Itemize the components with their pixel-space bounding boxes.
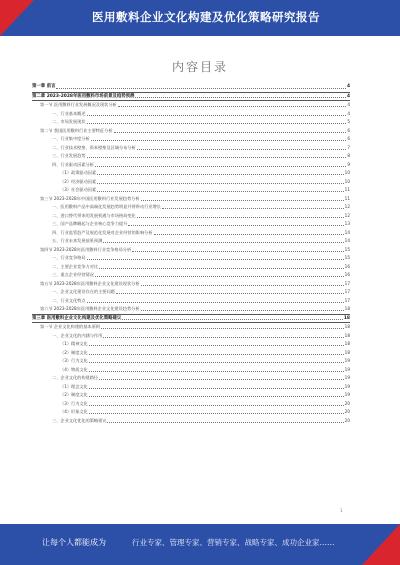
toc-entry[interactable] — [32, 237, 350, 246]
toc-leader-dots — [89, 405, 344, 406]
toc-entry-page: 18 — [343, 315, 350, 321]
toc-entry-page: 20 — [344, 400, 350, 406]
toc-entry-page: 18 — [344, 306, 350, 311]
toc-entry-title: 第二章 2023-2028年医用敷料市场前景及趋势预测 — [32, 93, 135, 99]
toc-entry[interactable] — [32, 178, 350, 187]
toc-entry-page: 10 — [344, 178, 350, 184]
toc-entry-page: 19 — [344, 392, 350, 397]
toc-entry-title: 二、进口替代带来的发展机遇与市场格局变化 — [52, 212, 136, 218]
toc-entry-page: 17 — [344, 280, 350, 286]
toc-entry-page: 14 — [344, 229, 350, 235]
toc-entry-title: 四、行业驱动因素分析 — [52, 161, 94, 167]
toc-entry-title: 第二节 我国医用敷料行业主要特征分析 — [40, 127, 113, 133]
toc-leader-dots — [89, 354, 344, 355]
toc-leader-dots — [56, 88, 345, 89]
toc-leader-dots — [162, 208, 344, 209]
footer-red-corner — [362, 524, 400, 565]
toc-entry[interactable] — [32, 229, 350, 238]
toc-leader-dots — [89, 396, 344, 397]
toc-entry[interactable] — [32, 135, 350, 144]
toc-entry-page: 4 — [346, 84, 350, 89]
toc-entry-title: 二、行业技术壁垒、资本壁垒及区域分布分析 — [52, 144, 136, 150]
toc-leader-dots — [89, 362, 344, 363]
toc-entry-title: （4）形象文化 — [60, 409, 88, 414]
toc-entry[interactable] — [32, 271, 350, 280]
toc-entry-title: 一、行业集中度分析 — [52, 136, 90, 141]
toc-leader-dots — [89, 388, 344, 389]
toc-leader-dots — [99, 379, 344, 380]
toc-leader-dots — [118, 106, 347, 107]
toc-entry[interactable] — [32, 383, 350, 392]
toc-entry-page: 16 — [344, 272, 350, 277]
toc-entry-page: 11 — [344, 195, 350, 201]
toc-entry[interactable] — [32, 118, 350, 127]
toc-entry-title: 第四节 2023-2028年医用敷料行业竞争格局分析 — [40, 246, 132, 252]
toc-leader-dots — [87, 157, 347, 158]
toc-entry-page: 19 — [344, 358, 350, 363]
toc-entry[interactable] — [32, 288, 350, 297]
report-title: 医用敷料企业文化构建及优化策略研究报告 — [92, 10, 320, 24]
report-header-banner — [0, 0, 400, 36]
toc-entry-title: 二、企业文化的构建路径 — [52, 375, 99, 380]
toc-entry-page: 18 — [344, 349, 350, 355]
toc-entry-title: （2）制度文化 — [60, 392, 88, 397]
toc-leader-dots — [128, 225, 343, 226]
toc-leader-dots — [89, 345, 344, 346]
toc-entry[interactable] — [32, 417, 350, 426]
toc-entry-title: 第一节 企业文化构建的基本原则 — [40, 324, 100, 329]
toc-entry-title: 第六节 2023-2028年医用敷料企业文化建设趋势分析 — [40, 306, 140, 311]
toc-entry-title: （1）理念文化 — [60, 383, 88, 389]
toc-entry[interactable] — [32, 297, 350, 306]
toc-entry-title: 四、行业监管趋严及规范化发展对企业经营的影响分析 — [52, 229, 153, 235]
toc-entry-page: 19 — [344, 366, 350, 372]
toc-leader-dots — [91, 140, 347, 141]
toc-entry-page: 6 — [347, 136, 350, 141]
toc-entry[interactable] — [32, 169, 350, 178]
toc-leader-dots — [141, 200, 344, 201]
toc-entry[interactable] — [32, 374, 350, 383]
toc-entry[interactable] — [32, 152, 350, 161]
toc-entry[interactable] — [32, 263, 350, 272]
toc-entry-title: 第五节 2023-2028年医用敷料企业文化建设现状分析 — [40, 280, 140, 286]
toc-entry-page: 9 — [347, 161, 350, 167]
toc-entry[interactable] — [32, 127, 350, 136]
toc-entry[interactable] — [32, 92, 350, 102]
toc-entry-title: 三、国产品牌崛起与企业核心竞争力提升 — [52, 221, 128, 226]
footer-audience: 行业专家、管理专家、营销专家、战略专家、成功企业家…… — [132, 538, 335, 547]
toc-entry-page: 17 — [344, 289, 350, 294]
toc-leader-dots — [103, 337, 343, 338]
toc-entry[interactable] — [32, 400, 350, 409]
toc-entry[interactable] — [32, 391, 350, 400]
toc-entry[interactable] — [32, 110, 350, 119]
toc-leader-dots — [103, 242, 343, 243]
toc-entry[interactable] — [32, 314, 350, 324]
toc-entry-title: 三、行业发展趋势 — [52, 153, 86, 158]
toc-entry-title: 三、重点企业经营情况 — [52, 272, 94, 277]
toc-entry-title: （3）行为文化 — [60, 358, 88, 363]
toc-leader-dots — [137, 149, 347, 150]
toc-entry[interactable] — [32, 340, 350, 349]
toc-leader-dots — [99, 268, 344, 269]
toc-leader-dots — [89, 371, 344, 372]
toc-leader-dots — [97, 183, 343, 184]
toc-entry[interactable] — [32, 144, 350, 153]
toc-entry-page: 15 — [344, 246, 350, 252]
toc-leader-dots — [87, 123, 347, 124]
toc-entry-title: 二、主要企业竞争力对比 — [52, 263, 99, 269]
toc-entry-title: 第一章 前言 — [32, 84, 56, 89]
toc-entry-page: 4 — [346, 93, 350, 99]
toc-leader-dots — [101, 328, 344, 329]
toc-entry-title: 第三章 医用敷料企业文化构建及优化策略建议 — [32, 315, 122, 321]
toc-leader-dots — [107, 422, 343, 423]
toc-entry[interactable] — [32, 323, 350, 332]
toc-entry-page: 13 — [344, 221, 350, 226]
toc-leader-dots — [87, 259, 344, 260]
toc-entry-title: （3）社会驱动因素 — [60, 187, 97, 192]
header-red-corner — [0, 0, 34, 36]
toc-entry[interactable] — [32, 161, 350, 170]
toc-entry-page: 6 — [347, 127, 350, 133]
toc-entry[interactable] — [32, 332, 350, 341]
toc-entry[interactable] — [32, 280, 350, 289]
toc-entry-page: 16 — [344, 263, 350, 269]
toc-entry-page: 7 — [347, 144, 350, 150]
toc-entry[interactable] — [32, 366, 350, 375]
toc-entry[interactable] — [32, 349, 350, 358]
toc-entry-page: 19 — [344, 383, 350, 389]
footer-banner — [0, 524, 400, 565]
toc-entry-page: 4 — [347, 102, 350, 107]
toc-entry[interactable] — [32, 212, 350, 221]
toc-entry-page: 14 — [344, 238, 350, 243]
toc-entry-title: （1）精神文化 — [60, 341, 88, 346]
toc-entry-title: 二、市场发展现状 — [52, 119, 86, 124]
toc-entry-page: 10 — [344, 170, 350, 175]
toc-entry-page: 19 — [344, 375, 350, 380]
toc-leader-dots — [154, 234, 344, 235]
toc-entry-page: 18 — [344, 324, 350, 329]
toc-entry-title: 第三节 2023-2028年中国医用敷料行业发展趋势分析 — [40, 195, 140, 201]
toc-leader-dots — [97, 174, 343, 175]
toc-leader-dots — [95, 276, 344, 277]
toc-entry-title: 第一节 医用敷料行业发展概况及现状分析 — [40, 102, 117, 107]
toc-leader-dots — [116, 293, 344, 294]
toc-entry-title: 一、行业基本概述 — [52, 110, 86, 116]
toc-entry-title: （2）经济驱动因素 — [60, 178, 97, 184]
toc-entry-title: （1）政策驱动因素 — [60, 170, 97, 175]
toc-leader-dots — [95, 166, 346, 167]
toc-leader-dots — [135, 97, 346, 98]
toc-entry-title: 一、行业竞争格局 — [52, 255, 86, 260]
page-number: 1 — [340, 508, 343, 513]
toc-entry-page: 18 — [344, 341, 350, 346]
toc-entry-page: 20 — [344, 417, 350, 423]
toc-leader-dots — [89, 413, 344, 414]
toc-entry-page: 20 — [344, 409, 350, 414]
toc-entry-title: 三、企业文化优化的策略建议 — [52, 417, 107, 423]
toc-entry[interactable] — [32, 220, 350, 229]
toc-leader-dots — [137, 217, 344, 218]
toc-leader-dots — [141, 310, 344, 311]
toc-leader-dots — [141, 285, 344, 286]
toc-entry[interactable] — [32, 305, 350, 314]
toc-entry-title: 一、企业文化的内涵与作用 — [52, 332, 103, 338]
toc-leader-dots — [87, 302, 344, 303]
toc-entry[interactable] — [32, 83, 350, 92]
toc-leader-dots — [87, 115, 347, 116]
toc-heading: 内容目录 — [171, 60, 228, 74]
toc-entry[interactable] — [32, 203, 350, 212]
toc-entry[interactable] — [32, 254, 350, 263]
toc-entry-page: 5 — [347, 119, 350, 124]
toc-leader-dots — [97, 191, 343, 192]
toc-entry-title: 五、行业未来发展前景预测 — [52, 238, 103, 243]
toc-entry[interactable] — [32, 101, 350, 110]
toc-entry-page: 15 — [344, 255, 350, 260]
toc-entry-title: （4）物质文化 — [60, 366, 88, 372]
toc-entry-title: 一、医用敷料产品中高端化发展趋势明显并将带动行业增长 — [52, 204, 161, 209]
toc-entry-page: 18 — [344, 332, 350, 338]
toc-leader-dots — [122, 319, 343, 320]
toc-entry[interactable] — [32, 195, 350, 204]
toc-entry[interactable] — [32, 246, 350, 255]
footer-slogan: 让每个人都能成为 — [42, 538, 106, 547]
toc-entry-page: 12 — [344, 204, 350, 209]
toc-entry[interactable] — [32, 357, 350, 366]
toc-leader-dots — [132, 251, 343, 252]
toc-entry-title: （2）制度文化 — [60, 349, 88, 355]
toc-entry[interactable] — [32, 408, 350, 417]
toc-entry-page: 17 — [344, 297, 350, 303]
toc-entry-title: 二、行业文化特点 — [52, 297, 86, 303]
table-of-contents — [32, 83, 350, 425]
toc-entry-title: 一、企业文化建设存在的主要问题 — [52, 289, 115, 294]
toc-entry-page: 4 — [347, 110, 350, 116]
toc-entry-page: 12 — [344, 212, 350, 218]
toc-entry-page: 8 — [347, 153, 350, 158]
toc-entry-title: （3）行为文化 — [60, 400, 88, 406]
toc-entry[interactable] — [32, 186, 350, 195]
toc-leader-dots — [114, 132, 347, 133]
toc-entry-page: 11 — [344, 187, 350, 192]
